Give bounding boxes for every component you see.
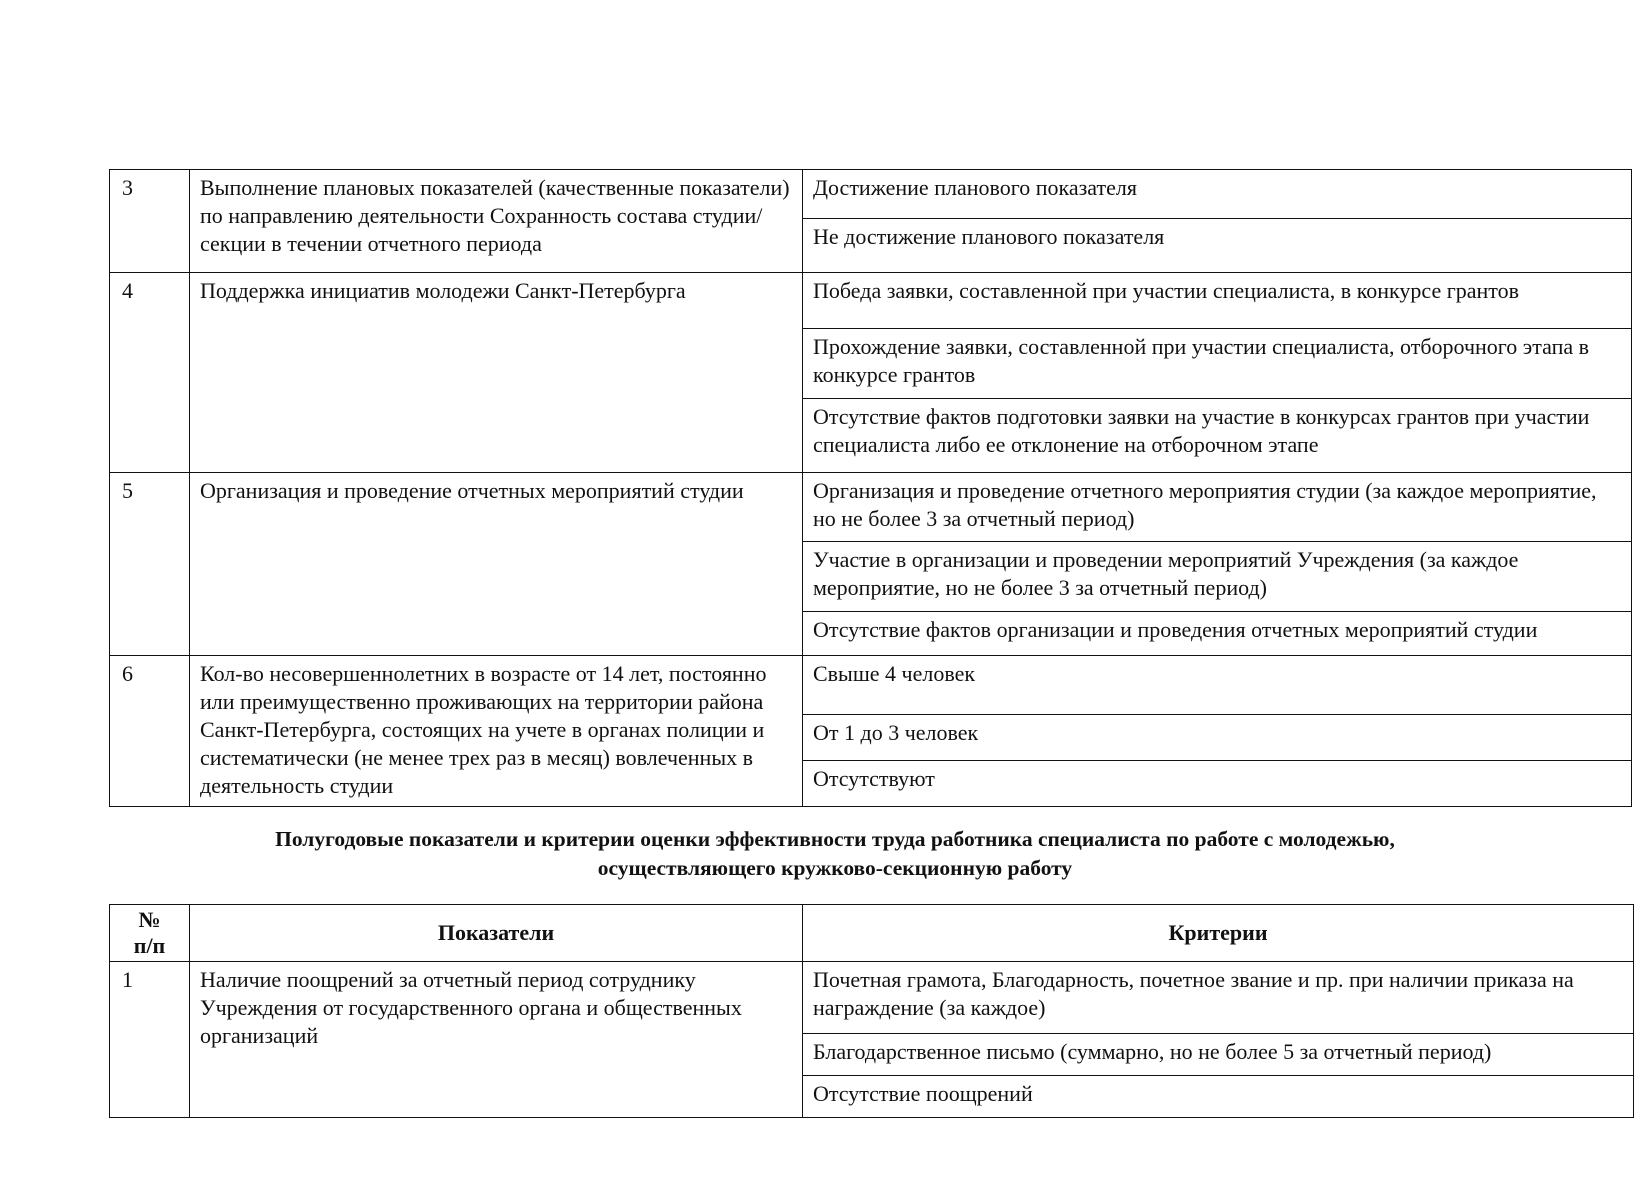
section-title-line-2: осуществляющего кружково-секционную работу [597, 856, 1073, 880]
table-row [110, 273, 1632, 329]
row-number: 6 [110, 656, 190, 807]
table-row [110, 170, 1632, 219]
row-number: 1 [110, 962, 190, 1118]
row-number: 5 [110, 473, 190, 656]
criteria-cell: Участие в организации и проведении мероприятий Учреждения (за каждое мероприятие, но не более 3 за отчетный период) [803, 542, 1632, 612]
criteria-cell: Отсутствие фактов организации и проведения отчетных мероприятий студии [803, 612, 1632, 656]
indicator-cell: Наличие поощрений за отчетный период сотруднику Учреждения от государственного органа и общественных организаций [190, 962, 803, 1118]
table-row [110, 656, 1632, 715]
section-title-line-1: Полугодовые показатели и критерии оценки эффективности труда работника специалиста по работе с молодежью, [275, 827, 1395, 851]
indicator-cell: Поддержка инициатив молодежи Санкт-Петербурга [190, 273, 803, 473]
row-number: 4 [110, 273, 190, 473]
criteria-cell: Свыше 4 человек [803, 656, 1632, 715]
column-header-criteria: Критерии [803, 905, 1634, 962]
criteria-cell: Почетная грамота, Благодарность, почетное звание и пр. при наличии приказа на награждение (за каждое) [803, 962, 1634, 1034]
criteria-cell: Отсутствие фактов подготовки заявки на участие в конкурсах грантов при участии специалиста либо ее отклонение на отборочном этапе [803, 399, 1632, 473]
indicator-cell: Кол-во несовершеннолетних в возрасте от 14 лет, постоянно или преимущественно проживающих на территории района Санкт-Петербурга, состоящих на учете в органах полиции и систематически (не менее трех раз в месяц) вовлеченных в деятельность студии [190, 656, 803, 807]
criteria-cell: От 1 до 3 человек [803, 714, 1632, 761]
section-title [109, 825, 1561, 883]
criteria-cell: Отсутствуют [803, 761, 1632, 807]
criteria-cell: Благодарственное письмо (суммарно, но не более 5 за отчетный период) [803, 1034, 1634, 1076]
table-header-row [110, 905, 1634, 962]
table-row [110, 473, 1632, 542]
column-header-number-line-2: п/п [133, 933, 166, 958]
indicators-table-bottom [109, 904, 1634, 1118]
indicator-cell: Организация и проведение отчетных мероприятий студии [190, 473, 803, 656]
column-header-indicators: Показатели [190, 905, 803, 962]
criteria-cell: Отсутствие поощрений [803, 1076, 1634, 1118]
criteria-cell: Не достижение планового показателя [803, 219, 1632, 273]
column-header-number-line-1: № [138, 907, 161, 932]
indicator-cell: Выполнение плановых показателей (качественные показатели) по направлению деятельности Сохранность состава студии/секции в течении отчетного периода [190, 170, 803, 273]
row-number: 3 [110, 170, 190, 273]
table-row [110, 962, 1634, 1034]
indicators-table-top [109, 169, 1632, 807]
criteria-cell: Прохождение заявки, составленной при участии специалиста, отборочного этапа в конкурсе грантов [803, 329, 1632, 399]
column-header-number [110, 905, 190, 962]
criteria-cell: Победа заявки, составленной при участии специалиста, в конкурсе грантов [803, 273, 1632, 329]
criteria-cell: Достижение планового показателя [803, 170, 1632, 219]
criteria-cell: Организация и проведение отчетного мероприятия студии (за каждое мероприятие, но не более 3 за отчетный период) [803, 473, 1632, 542]
